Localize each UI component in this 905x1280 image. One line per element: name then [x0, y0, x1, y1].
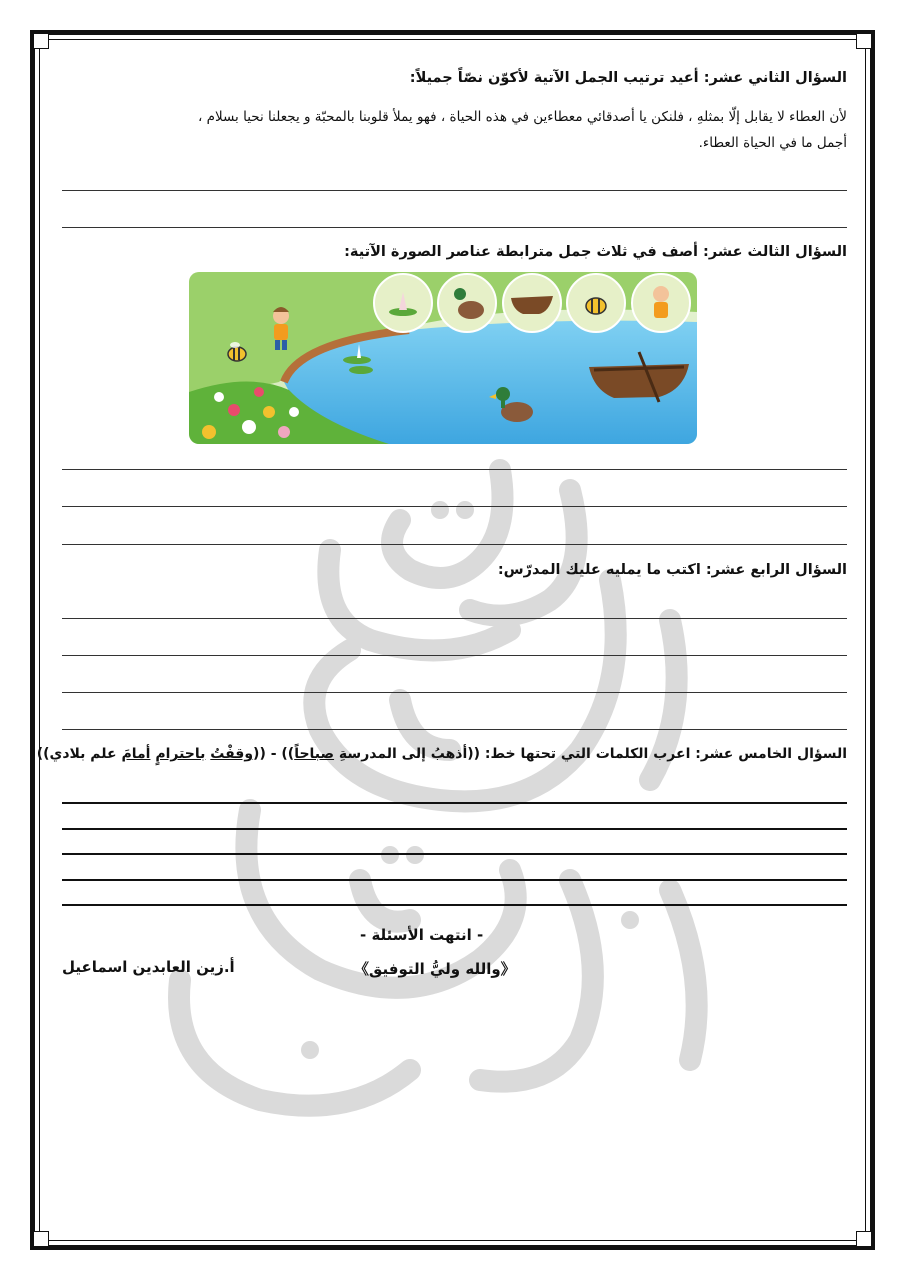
- answer-line: [62, 227, 847, 228]
- closing-phrase: 《والله وليُّ التوفيق》: [354, 960, 516, 978]
- question-14-title: السؤال الرابع عشر: اكتب ما يمليه عليك المدرّس:: [497, 562, 847, 578]
- question-15-title: [37, 746, 847, 762]
- teacher-name: أ.زين العابدين اسماعيل: [62, 958, 235, 976]
- underlined-word: صباحاً: [294, 746, 335, 762]
- corner-ornament: [33, 33, 49, 49]
- underlined-word: وقفْتُ: [210, 746, 254, 762]
- answer-line: [62, 190, 847, 191]
- page-border-inner: [36, 39, 866, 1241]
- question-12-text: [58, 104, 847, 156]
- answer-line: [62, 506, 847, 507]
- answer-line: [62, 879, 847, 881]
- answer-line: [62, 469, 847, 470]
- answer-line: [62, 729, 847, 730]
- answer-line: [62, 692, 847, 693]
- answer-line: [62, 655, 847, 656]
- sentence-1-part: أذهبُ إلى المدرسةِ: [334, 746, 468, 762]
- separator: )) - ((: [253, 746, 295, 762]
- picture-icons-row: [374, 274, 690, 332]
- underlined-word: باحترامٍ: [155, 746, 206, 762]
- sentence-2-rest: علم بلادي)): [36, 746, 122, 762]
- corner-ornament: [856, 33, 872, 49]
- question-12-text-line-2: أجمل ما في الحياة العطاء.: [698, 135, 847, 151]
- question-12-text-line-1: لأن العطاء لا يقابل إلّا بمثلهِ ، فلنكن يا أصدقائي معطاءين في هذه الحياة ، فهو يملأ قلوبنا بالمحبّة و يجعلنا نحيا بسلام ،: [197, 109, 847, 125]
- answer-line: [62, 618, 847, 619]
- question-13-picture: [189, 272, 697, 444]
- underlined-word: أمامَ: [121, 746, 151, 762]
- corner-ornament: [856, 1231, 872, 1247]
- answer-line: [62, 904, 847, 906]
- question-12-title: السؤال الثاني عشر: أعيد ترتيب الجمل الآتية لأكوّن نصّاً جميلاً:: [409, 70, 847, 86]
- question-13-title: السؤال الثالث عشر: أصف في ثلاث جمل مترابطة عناصر الصورة الآتية:: [344, 244, 847, 260]
- answer-line: [62, 828, 847, 830]
- question-15-prefix: السؤال الخامس عشر: اعرب الكلمات التي تحتها خط: ((: [467, 746, 847, 762]
- answer-line: [62, 853, 847, 855]
- end-of-questions: - انتهت الأسئلة -: [360, 926, 484, 944]
- answer-line: [62, 802, 847, 804]
- answer-line: [62, 544, 847, 545]
- corner-ornament: [33, 1231, 49, 1247]
